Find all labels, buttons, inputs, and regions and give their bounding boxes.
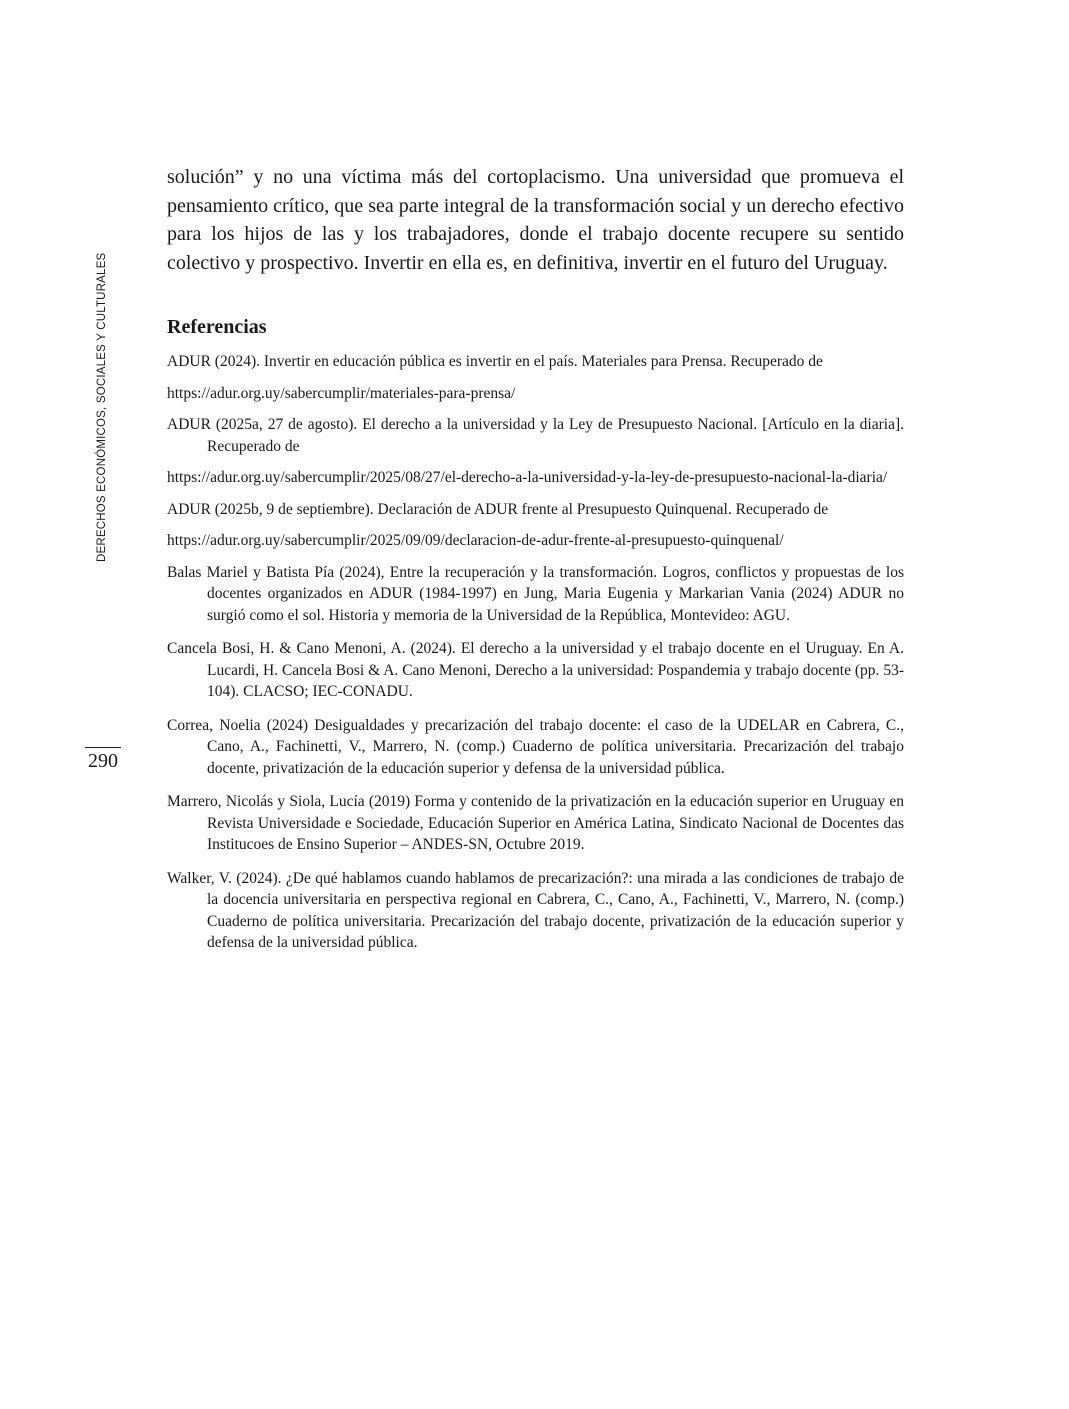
- reference-item: ADUR (2024). Invertir en educación pública es invertir en el país. Materiales para Prensa. Recuperado de: [167, 353, 823, 370]
- reference-url[interactable]: https://adur.org.uy/sabercumplir/2025/09/09/declaracion-de-adur-frente-al-presupuesto-quinquenal/: [167, 532, 784, 549]
- reference-item: Cancela Bosi, H. & Cano Menoni, A. (2024). El derecho a la universidad y el trabajo docente en el Uruguay. En A. Lucardi, H. Cancela Bosi & A. Cano Menoni, Derecho a la universidad: Pospandemia y trabajo docente (pp. 53-104). CLACSO; IEC-CONADU.: [167, 640, 904, 700]
- reference-url[interactable]: https://adur.org.uy/sabercumplir/2025/08/27/el-derecho-a-la-universidad-y-la-ley-de-presupuesto-nacional-la-diaria/: [167, 469, 888, 486]
- references-list: [167, 351, 904, 954]
- reference-item: Walker, V. (2024). ¿De qué hablamos cuando hablamos de precarización?: una mirada a las condiciones de trabajo de la docencia universitaria en perspectiva regional en Cabrera, C., Cano, A., Fachinetti, V., Marrero, N. (comp.) Cuaderno de política universitaria. Precarización del trabajo docente, privatización de la educación superior y defensa de la universidad pública.: [167, 869, 904, 951]
- page-number-rule: [85, 747, 121, 748]
- reference-item: ADUR (2025a, 27 de agosto). El derecho a la universidad y la Ley de Presupuesto Nacional. [Artículo en la diaria]. Recuperado de: [167, 416, 904, 455]
- reference-item: Marrero, Nicolás y Siola, Lucía (2019) Forma y contenido de la privatización en la educación superior en Uruguay en Revista Universidade e Sociedade, Educación Superior en América Latina, Sindicato Nacional de Docentes das Institucoes de Ensino Superior – ANDES-SN, Octubre 2019.: [167, 793, 904, 853]
- running-head: DERECHOS ECONÓMICOS, SOCIALES Y CULTURALES: [96, 252, 108, 562]
- body-paragraph: solución” y no una víctima más del cortoplacismo. Una universidad que promueva el pensamiento crítico, que sea parte integral de la transformación social y un derecho efectivo para los hijos de las y los trabajadores, donde el trabajo docente recupere su sentido colectivo y prospectivo. Invertir en ella es, en definitiva, invertir en el futuro del Uruguay.: [167, 166, 904, 274]
- reference-item: ADUR (2025b, 9 de septiembre). Declaración de ADUR frente al Presupuesto Quinquenal. Recuperado de: [167, 500, 829, 518]
- references-heading: Referencias: [167, 316, 267, 338]
- reference-item: Balas Mariel y Batista Pía (2024), Entre la recuperación y la transformación. Logros, conflictos y propuestas de los docentes organizados en ADUR (1984-1997) en Jung, Maria Eugenia y Markarian Vania (2024) ADUR no surgió como el sol. Historia y memoria de la Universidad de la República, Montevideo: AGU.: [167, 563, 904, 624]
- reference-item: Correa, Noelia (2024) Desigualdades y precarización del trabajo docente: el caso de la UDELAR en Cabrera, C., Cano, A., Fachinetti, V., Marrero, N. (comp.) Cuaderno de política universitaria. Precarización del trabajo docente, privatización de la educación superior y defensa de la universidad pública.: [167, 716, 904, 777]
- reference-url[interactable]: https://adur.org.uy/sabercumplir/materiales-para-prensa/: [167, 384, 516, 402]
- page-number: 290: [88, 750, 118, 772]
- page-content: [167, 163, 904, 966]
